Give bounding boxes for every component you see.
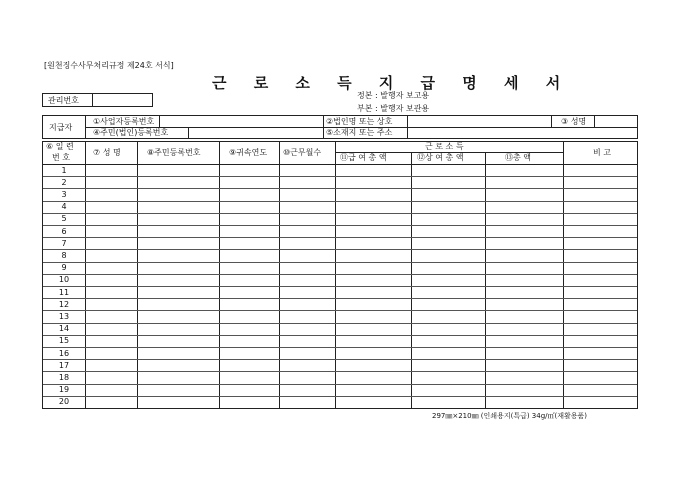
row-number: 10	[58, 275, 70, 285]
row-number: 12	[58, 299, 70, 309]
name-header: ⑦ 성 명	[93, 148, 121, 157]
row-number: 14	[58, 324, 70, 334]
row-number: 9	[61, 263, 67, 273]
bonus-header: ⑫상 여 총 액	[417, 153, 464, 162]
serial-header-line2: 번 호	[52, 153, 70, 162]
row-number: 16	[58, 348, 70, 358]
total-header: ⑬총 액	[505, 153, 531, 162]
table-row[interactable]	[86, 324, 636, 335]
income-group-header: 근 로 소 득	[425, 142, 464, 151]
business-reg-label: ①사업자등록번호	[93, 117, 155, 126]
row-number: 5	[61, 214, 67, 224]
row-number: 4	[61, 202, 67, 212]
table-row[interactable]	[86, 397, 636, 408]
copy-duplicate-label: 부본 : 발행자 보관용	[357, 104, 430, 113]
row-number: 11	[58, 287, 70, 297]
table-row[interactable]	[86, 189, 636, 200]
paper-spec-footer: 297㎜×210㎜ (인쇄용지(특급) 34g/㎡(재활용품)	[432, 412, 588, 420]
row-number: 6	[61, 226, 67, 236]
table-row[interactable]	[86, 263, 636, 274]
row-number: 17	[58, 360, 70, 370]
payer-section	[42, 115, 638, 139]
table-row[interactable]	[86, 226, 636, 237]
table-row[interactable]	[86, 299, 636, 310]
business-reg-field[interactable]	[160, 117, 320, 126]
table-row[interactable]	[86, 372, 636, 383]
serial-header-line1: ⑥ 일 련	[46, 142, 74, 151]
row-number: 20	[58, 397, 70, 407]
remarks-header: 비 고	[593, 148, 611, 157]
copy-original-label: 정본 : 발행자 보고용	[357, 91, 430, 100]
table-row[interactable]	[86, 250, 636, 261]
table-row[interactable]	[86, 348, 636, 359]
row-number: 18	[58, 372, 70, 382]
table-row[interactable]	[86, 177, 636, 188]
corp-name-field[interactable]	[408, 117, 548, 126]
table-row[interactable]	[86, 287, 636, 298]
resident-reg-field[interactable]	[189, 128, 321, 137]
resident-reg-header: ⑧주민등록번호	[147, 148, 201, 157]
table-row[interactable]	[86, 165, 636, 176]
management-number-label: 관리번호	[48, 96, 79, 105]
management-number-field[interactable]	[93, 94, 152, 106]
row-number: 19	[58, 385, 70, 395]
row-number: 8	[61, 250, 67, 260]
row-number: 7	[61, 238, 67, 248]
year-header: ⑨귀속연도	[229, 148, 268, 157]
table-row[interactable]	[86, 385, 636, 396]
table-row[interactable]	[86, 311, 636, 322]
divider	[323, 116, 324, 138]
row-number: 13	[58, 311, 70, 321]
resident-reg-label: ④주민(법인)등록번호	[93, 128, 169, 137]
row-number: 2	[61, 177, 67, 187]
table-row[interactable]	[86, 336, 636, 347]
table-row[interactable]	[86, 360, 636, 371]
payer-name-label: ③ 성명	[561, 117, 587, 126]
corp-name-label: ②법인명 또는 상호	[326, 117, 393, 126]
table-row[interactable]	[86, 275, 636, 286]
payer-label-divider	[85, 116, 86, 138]
row-number: 15	[58, 336, 70, 346]
months-header: ⑩근무월수	[283, 148, 322, 157]
divider	[551, 116, 552, 127]
recipients-table	[42, 141, 638, 409]
table-row[interactable]	[86, 214, 636, 225]
row-number: 3	[61, 189, 67, 199]
form-reference: [원천징수사무처리규정 제24호 서식]	[44, 61, 174, 70]
address-field[interactable]	[408, 128, 636, 137]
payer-name-field[interactable]	[595, 117, 636, 126]
salary-header: ⑪급 여 총 액	[340, 153, 387, 162]
row-number: 1	[61, 165, 67, 175]
address-label: ⑤소재지 또는 주소	[326, 128, 393, 137]
payer-label: 지급자	[49, 123, 73, 132]
table-row[interactable]	[86, 238, 636, 249]
table-row[interactable]	[86, 202, 636, 213]
document-title: 근 로 소 득 지 급 명 세 서	[212, 74, 572, 92]
